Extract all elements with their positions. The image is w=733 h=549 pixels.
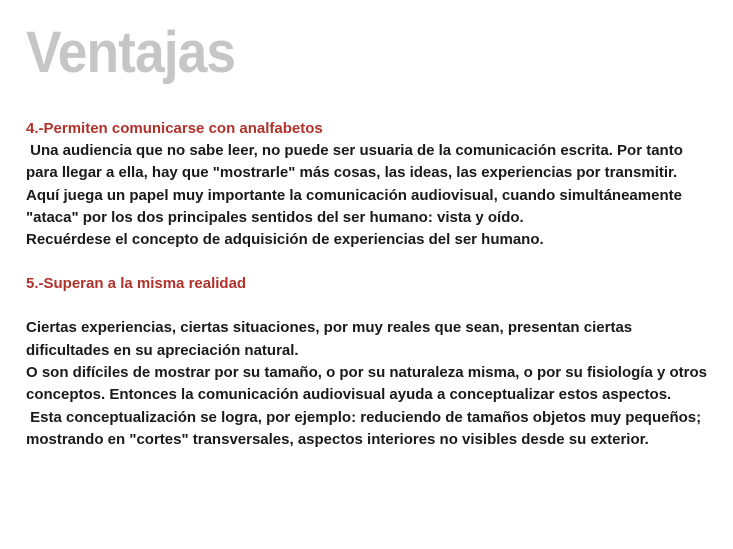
- slide-content: [26, 118, 716, 451]
- section-spacer: [26, 251, 716, 273]
- slide-title: Ventajas: [26, 20, 236, 85]
- section-4-heading: 4.-Permiten comunicarse con analfabetos: [26, 120, 323, 137]
- section-4-paragraph-1: Una audiencia que no sabe leer, no puede ser usuaria de la comunicación escrita. Por tanto para llegar a ella, hay que "mostrarle" más cosas, las ideas, las experiencias por transmitir.: [26, 142, 688, 182]
- section-5-heading: 5.-Superan a la misma realidad: [26, 275, 247, 293]
- section-5-paragraph-3: Esta conceptualización se logra, por ejemplo: reduciendo de tamaños objetos muy pequeños; mostrando en "cortes" transversales, aspectos interiores no visibles desde su exterior.: [26, 408, 706, 448]
- section-5-paragraph-1: Ciertas experiencias, ciertas situaciones, por muy reales que sean, presentan ciertas dificultades en su apreciación natural.: [26, 319, 633, 359]
- section-4-paragraph-2: Aquí juega un papel muy importante la comunicación audiovisual, cuando simultáneamente "ataca" por los dos principales sentidos del ser humano: vista y oído.: [26, 186, 682, 226]
- section-5-paragraph-2: O son difíciles de mostrar por su tamaño, o por su naturaleza misma, o por su fisiología y otros conceptos. Entonces la comunicación audiovisual ayuda a conceptualizar estos aspectos.: [26, 364, 707, 404]
- section-4-paragraph-3: Recuérdese el concepto de adquisición de experiencias del ser humano.: [26, 231, 544, 249]
- heading-spacer: [26, 295, 716, 317]
